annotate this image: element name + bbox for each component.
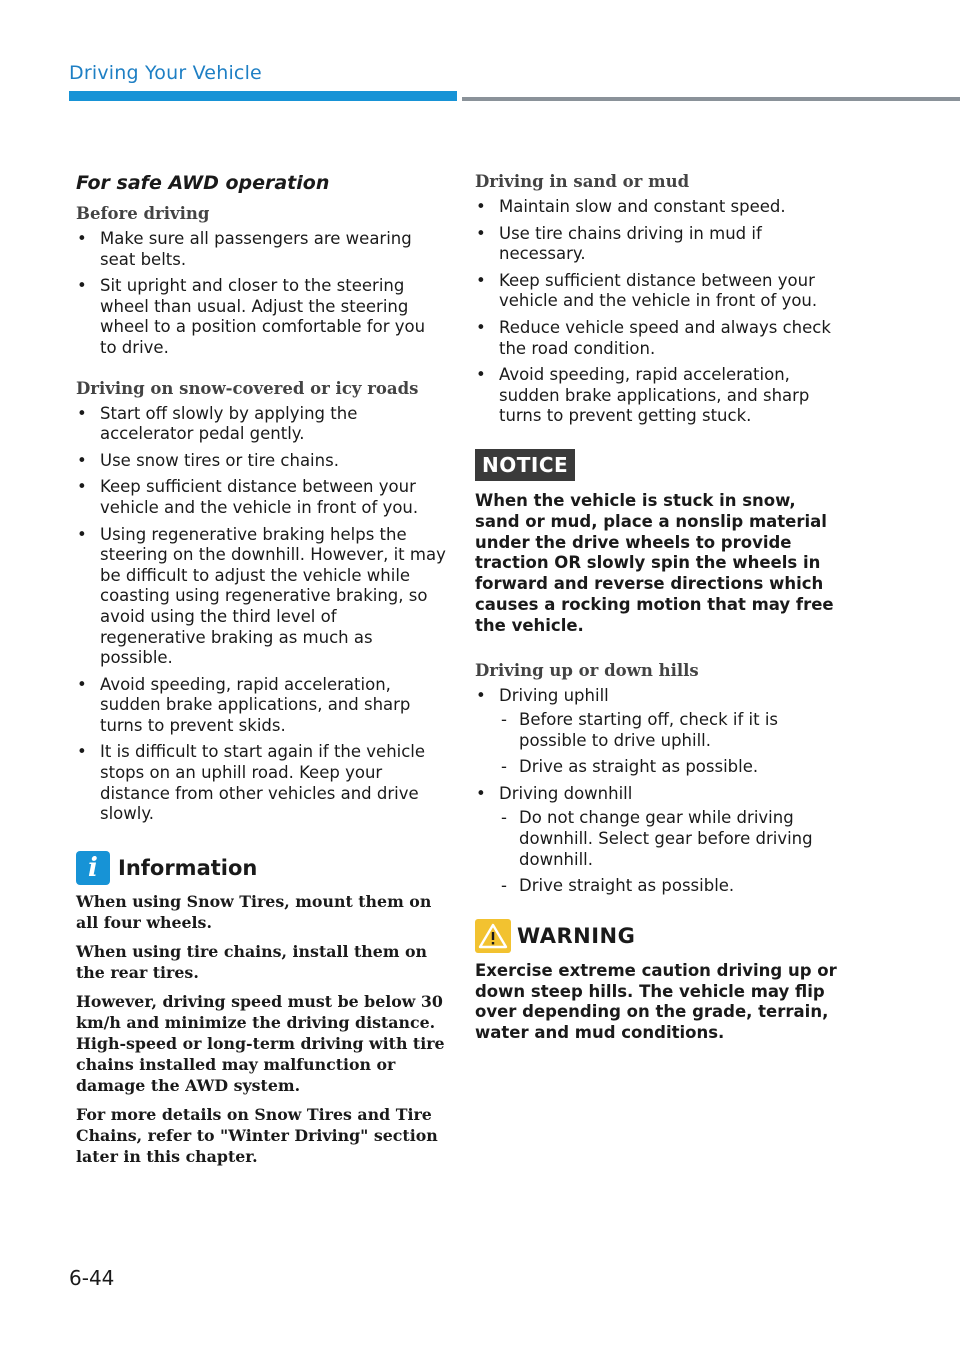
chapter-title: Driving Your Vehicle (69, 62, 262, 84)
list-item: • Start off slowly by applying the accelerator pedal gently. (76, 404, 446, 445)
information-paragraph: When using Snow Tires, mount them on all four wheels. (76, 891, 432, 932)
snow-roads-heading: Driving on snow-covered or icy roads (76, 378, 419, 398)
sub-list-item: - Drive straight as possible. (499, 876, 837, 897)
header-rule-blue (69, 91, 457, 101)
list-item: • Make sure all passengers are wearing seat belts. (76, 229, 446, 270)
before-driving-heading: Before driving (76, 204, 210, 223)
information-box (76, 851, 446, 1167)
notice-text: When the vehicle is stuck in snow, sand or mud, place a nonslip material under the drive wheels to provide traction OR slowly spin the wheels in forward and reverse directions which causes a rocking motion that may free the vehicle. (475, 490, 834, 635)
list-item: • Maintain slow and constant speed. (475, 197, 837, 218)
list-item: • Reduce vehicle speed and always check the road condition. (475, 318, 837, 359)
list-item (475, 784, 837, 897)
list-item: • Keep sufficient distance between your vehicle and the vehicle in front of you. (76, 477, 446, 518)
uphill-sublist (499, 710, 837, 778)
list-item: • Using regenerative braking helps the steering on the downhill. However, it may be difficult to adjust the vehicle while coasting using regenerative braking, so avoid using the third level of regenerative braking as much as possible. (76, 525, 446, 669)
sub-list-item: - Drive as straight as possible. (499, 757, 837, 778)
sand-mud-heading: Driving in sand or mud (475, 172, 690, 191)
uphill-label: Driving uphill (499, 685, 609, 705)
left-column (76, 172, 446, 1175)
notice-badge: NOTICE (475, 449, 575, 481)
information-icon: i (76, 851, 110, 885)
warning-triangle-icon (475, 919, 511, 953)
list-item (475, 686, 837, 778)
information-paragraph: When using tire chains, install them on the rear tires. (76, 941, 428, 982)
information-paragraph: However, driving speed must be below 30 km/h and minimize the driving distance. High-speed or long-term driving with tire chains installed may malfunction or damage the AWD system. (76, 991, 445, 1095)
information-paragraph: For more details on Snow Tires and Tire Chains, refer to "Winter Driving" section later in this chapter. (76, 1104, 438, 1166)
list-item: • Avoid speeding, rapid acceleration, sudden brake applications, and sharp turns to prevent getting stuck. (475, 365, 837, 427)
list-item: • Keep sufficient distance between your vehicle and the vehicle in front of you. (475, 271, 837, 312)
page-number: 6-44 (69, 1266, 115, 1290)
sand-mud-list (475, 197, 837, 427)
information-header (76, 851, 446, 885)
warning-title: WARNING (517, 923, 636, 948)
sub-list-item: - Before starting off, check if it is possible to drive uphill. (499, 710, 837, 751)
header-rule-gray (462, 97, 960, 101)
list-item: • Use tire chains driving in mud if necessary. (475, 224, 837, 265)
snow-roads-list (76, 404, 446, 825)
information-title: Information (118, 855, 258, 880)
right-column (475, 172, 837, 1068)
list-item: • Sit upright and closer to the steering wheel than usual. Adjust the steering wheel to a position comfortable for you to drive. (76, 276, 446, 358)
warning-text: Exercise extreme caution driving up or down steep hills. The vehicle may flip over depending on the grade, terrain, water and mud conditions. (475, 960, 837, 1043)
sub-list-item: - Do not change gear while driving downhill. Select gear before driving downhill. (499, 808, 837, 870)
downhill-label: Driving downhill (499, 783, 633, 803)
section-title: For safe AWD operation (76, 172, 330, 194)
warning-header (475, 919, 837, 953)
list-item: • Avoid speeding, rapid acceleration, sudden brake applications, and sharp turns to prevent skids. (76, 675, 446, 737)
hills-list (475, 686, 837, 897)
list-item: • It is difficult to start again if the vehicle stops on an uphill road. Keep your distance from other vehicles and drive slowly. (76, 742, 446, 824)
before-driving-list (76, 229, 446, 359)
list-item: • Use snow tires or tire chains. (76, 451, 446, 472)
hills-heading: Driving up or down hills (475, 660, 699, 680)
downhill-sublist (499, 808, 837, 896)
